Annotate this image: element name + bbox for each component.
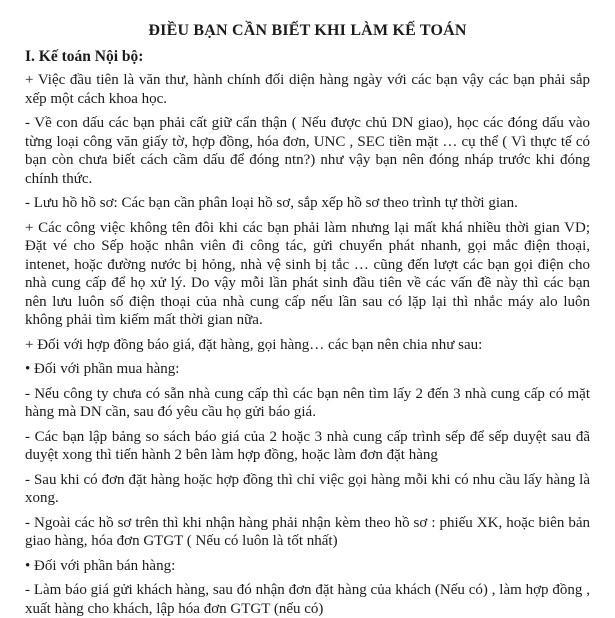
paragraph: + Các công việc không tên đôi khi các bạn phải làm nhưng lại mất khá nhiều thời gian VD; Đặt vé cho Sếp hoặc nhân viên đi công tác, gửi chuyển phát nhanh, gọi mắc điện thoại, intenet, hoặc đường nước bị hỏng, nhà vệ sinh bị tắc … cũng đến lượt các bạn gọi điện cho nhà cung cấp để họ xử lý. Do vậy mỗi lần phát sinh đầu tiên về các vấn đề này thì các bạn nên lưu luôn số điện thoại của nhà cung cấp nếu lần sau có lặp lại thì nhắc máy alo luôn không phải tìm kiếm mất thời gian nữa. (25, 219, 590, 328)
paragraph: + Việc đầu tiên là văn thư, hành chính đối diện hàng ngày với các bạn vậy các bạn phải sắp xếp một cách khoa học. (25, 72, 590, 107)
paragraph: - Làm báo giá gửi khách hàng, sau đó nhận đơn đặt hàng của khách (Nếu có) , làm hợp đồng , xuất hàng cho khách, lập hóa đơn GTGT (nếu có) (25, 582, 590, 617)
paragraph: - Lưu hồ hồ sơ: Các bạn cần phân loại hồ sơ, sắp xếp hồ sơ theo trình tự thời gian. (25, 195, 518, 211)
paragraph: • Đối với phần bán hàng: (25, 557, 176, 574)
document-title: ĐIỀU BẠN CẦN BIẾT KHI LÀM KẾ TOÁN (148, 22, 467, 39)
paragraph: - Về con dấu các bạn phải cất giữ cẩn thận ( Nếu được chủ DN giao), học các đóng dấu vào từng loại công văn giấy tờ, hợp đồng, hóa đơn, UNC , SEC tiền mặt … cụ thể ( Vì thực tế có bạn còn chưa biết cách cầm dấu để đóng ntn?) như vậy bạn nên đóng nháp trước khi đóng chính thức. (25, 115, 590, 187)
paragraph: - Sau khi có đơn đặt hàng hoặc hợp đồng thì chỉ việc gọi hàng mỗi khi có nhu cầu lấy hàng là xong. (25, 471, 590, 506)
paragraph: + Đối với hợp đồng báo giá, đặt hàng, gọi hàng… các bạn nên chia như sau: (25, 336, 483, 353)
paragraph: • Đối với phần mua hàng: (25, 361, 180, 377)
paragraph: - Ngoài các hồ sơ trên thì khi nhận hàng phải nhận kèm theo hồ sơ : phiếu XK, hoặc biên bản giao hàng, hóa đơn GTGT ( Nếu có luôn là tốt nhất) (25, 514, 590, 549)
document-body (25, 71, 590, 618)
paragraph: - Nếu công ty chưa có sẵn nhà cung cấp thì các bạn nên tìm lấy 2 đến 3 nhà cung cấp có mặt hàng mà DN cần, sau đó yêu cầu họ gửi báo giá. (25, 385, 590, 420)
section-heading: I. Kế toán Nội bộ: (25, 48, 144, 65)
paragraph: - Các bạn lập bảng so sách báo giá của 2 hoặc 3 nhà cung cấp trình sếp để sếp duyệt sau đã duyệt xong thì tiến hành 2 bên làm hợp đồng, hoặc làm đơn đặt hàng (25, 428, 590, 463)
